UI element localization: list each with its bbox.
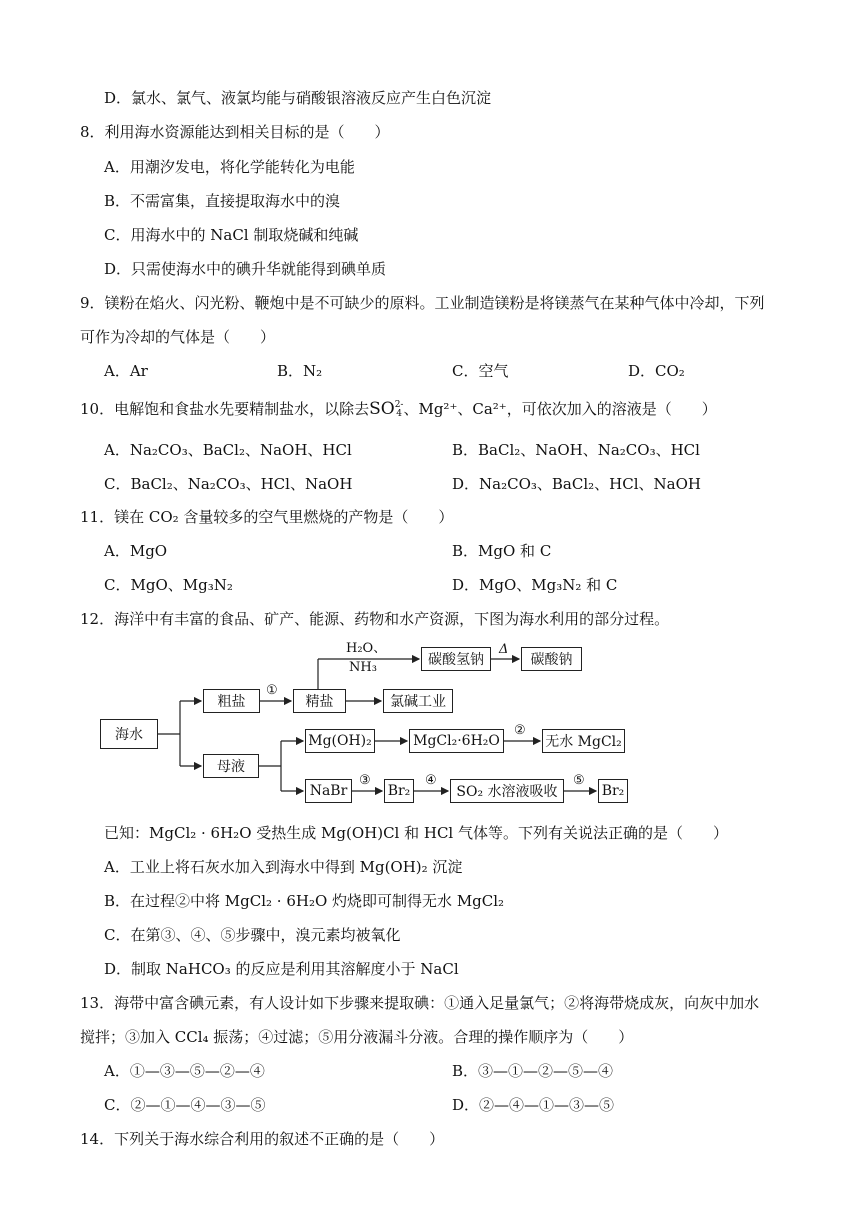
sulfate-ion: SO 2- 4 [369,399,404,419]
q11-option-c: C．MgO、Mg₃N₂ [104,576,233,594]
refined-salt-box: 精盐 [293,689,346,713]
br2-box-1: Br₂ [384,779,414,803]
q10-option-d: D．Na₂CO₃、BaCl₂、HCl、NaOH [452,475,701,493]
mgcl2-hexahydrate-box: MgCl₂·6H₂O [409,729,504,753]
q9-option-a: A．Ar [104,362,148,380]
q12-option-c: C．在第③、④、⑤步骤中，溴元素均被氧化 [104,926,401,944]
q7-option-d: D．氯水、氯气、液氯均能与硝酸银溶液反应产生白色沉淀 [104,89,492,107]
step-4-label: ④ [425,773,437,788]
q10-option-a: A．Na₂CO₃、BaCl₂、NaOH、HCl [104,441,352,459]
step-5-label: ⑤ [573,773,585,788]
q9-stem-line2: 可作为冷却的气体是（ ） [80,328,276,346]
step-2-label: ② [514,723,526,738]
nabr-box: NaBr [305,779,352,803]
q13-stem-line2: 搅拌；③加入 CCl₄ 振荡；④过滤；⑤用分液漏斗分液。合理的操作顺序为（ ） [80,1028,634,1046]
na2co3-box: 碳酸钠 [521,647,582,671]
label-heat: Δ [499,642,509,657]
label-h2o: H₂O、 [346,641,387,656]
q12-option-a: A．工业上将石灰水加入到海水中得到 Mg(OH)₂ 沉淀 [104,858,463,876]
q11-option-b: B．MgO 和 C [452,542,552,560]
q13-stem-line1: 13．海带中富含碘元素，有人设计如下步骤来提取碘：①通入足量氯气；②将海带烧成灰，向灰中加水 [80,994,760,1012]
q8-stem: 8．利用海水资源能达到相关目标的是（ ） [80,123,390,141]
mother-liquor-box: 母液 [203,754,259,778]
step-1-label: ① [266,683,278,698]
q14-stem: 14．下列关于海水综合利用的叙述不正确的是（ ） [80,1130,445,1148]
q10-stem-post: 、Mg²⁺、Ca²⁺，可依次加入的溶液是（ ） [403,400,717,418]
q9-stem-line1: 9．镁粉在焰火、闪光粉、鞭炮中是不可缺少的原料。工业制造镁粉是将镁蒸气在某种气体中冷却，下列 [80,294,765,312]
q11-option-a: A．MgO [104,542,168,560]
q9-option-d: D．CO₂ [628,362,685,380]
q13-option-c: C．②—①—④—③—⑤ [104,1096,266,1114]
q8-option-d: D．只需使海水中的碘升华就能得到碘单质 [104,260,387,278]
q12-option-b: B．在过程②中将 MgCl₂ · 6H₂O 灼烧即可制得无水 MgCl₂ [104,892,505,910]
q8-option-c: C．用海水中的 NaCl 制取烧碱和纯碱 [104,226,359,244]
q11-option-d: D．MgO、Mg₃N₂ 和 C [452,576,618,594]
q8-option-a: A．用潮汐发电，将化学能转化为电能 [104,158,355,176]
q12-known: 已知：MgCl₂ · 6H₂O 受热生成 Mg(OH)Cl 和 HCl 气体等。下列有关说法正确的是（ ） [104,824,729,842]
q11-stem: 11．镁在 CO₂ 含量较多的空气里燃烧的产物是（ ） [80,508,454,526]
q10-option-c: C．BaCl₂、Na₂CO₃、HCl、NaOH [104,475,353,493]
anhydrous-mgcl2-box: 无水 MgCl₂ [542,729,625,753]
q10-stem-pre: 10．电解饱和食盐水先要精制盐水，以除去 [80,400,370,418]
q13-option-b: B．③—①—②—⑤—④ [452,1062,614,1080]
q9-option-c: C．空气 [452,362,509,380]
q13-option-d: D．②—④—①—③—⑤ [452,1096,615,1114]
nahco3-box: 碳酸氢钠 [421,647,491,671]
q13-option-a: A．①—③—⑤—②—④ [104,1062,265,1080]
q12-stem: 12．海洋中有丰富的食品、矿产、能源、药物和水产资源，下图为海水利用的部分过程。 [80,610,670,628]
br2-box-2: Br₂ [598,779,628,803]
seawater-box: 海水 [100,719,158,749]
q12-option-d: D．制取 NaHCO₃ 的反应是利用其溶解度小于 NaCl [104,960,459,978]
so2-absorb-box: SO₂ 水溶液吸收 [450,779,564,803]
q9-option-b: B．N₂ [277,362,323,380]
step-3-label: ③ [359,773,371,788]
q8-option-b: B．不需富集，直接提取海水中的溴 [104,192,341,210]
chloralkali-box: 氯碱工业 [383,689,453,713]
crude-salt-box: 粗盐 [203,689,260,713]
q10-option-b: B．BaCl₂、NaOH、Na₂CO₃、HCl [452,441,700,459]
label-nh3: NH₃ [349,660,377,675]
mgoh2-box: Mg(OH)₂ [305,729,375,753]
